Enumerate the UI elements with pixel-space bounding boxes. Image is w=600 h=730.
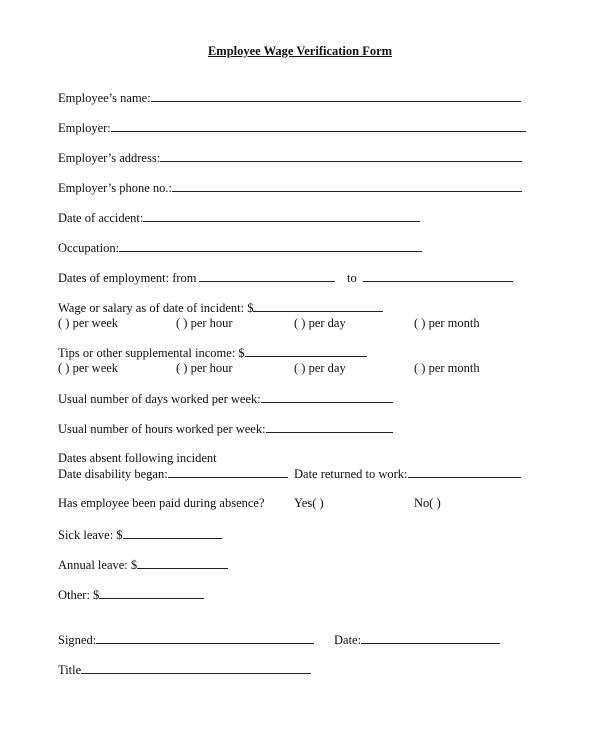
hours-worked-field[interactable] xyxy=(266,421,393,433)
wage-per-day-option[interactable]: ( ) per day xyxy=(294,316,346,330)
title-label: Title xyxy=(58,663,82,677)
occupation-row xyxy=(58,240,422,256)
wage-per-hour-option[interactable]: ( ) per hour xyxy=(176,316,233,330)
days-worked-field[interactable] xyxy=(261,391,393,403)
signed-label: Signed: xyxy=(58,633,97,647)
employee-name-label: Employee’s name: xyxy=(58,91,151,105)
days-worked-label: Usual number of days worked per week: xyxy=(58,392,261,406)
employer-address-label: Employer’s address: xyxy=(58,151,161,165)
disability-began-field[interactable] xyxy=(168,466,288,478)
date-field[interactable] xyxy=(361,632,500,644)
employee-name-field[interactable] xyxy=(151,90,521,102)
dates-absent-heading: Dates absent following incident xyxy=(58,451,217,465)
disability-began-row xyxy=(58,466,288,482)
tips-per-day-option[interactable]: ( ) per day xyxy=(294,361,346,375)
employer-phone-row xyxy=(58,180,522,196)
title-field[interactable] xyxy=(81,662,311,674)
wage-per-week-option[interactable]: ( ) per week xyxy=(58,316,119,330)
employer-row xyxy=(58,120,526,136)
title-row xyxy=(58,662,311,678)
employer-phone-label: Employer’s phone no.: xyxy=(58,181,172,195)
tips-per-hour-option[interactable]: ( ) per hour xyxy=(176,361,233,375)
sick-leave-field[interactable] xyxy=(123,527,222,539)
date-label: Date: xyxy=(334,633,362,647)
tips-row xyxy=(58,345,367,361)
employer-field[interactable] xyxy=(111,120,526,132)
annual-leave-row xyxy=(58,557,228,573)
tips-per-week-option[interactable]: ( ) per week xyxy=(58,361,119,375)
sick-leave-row xyxy=(58,527,222,543)
wage-label: Wage or salary as of date of incident: $ xyxy=(58,301,254,315)
date-group xyxy=(334,632,500,648)
dates-of-employment-label: Dates of employment: from xyxy=(58,271,197,285)
employment-to-group xyxy=(347,270,513,286)
wage-per-month-option[interactable]: ( ) per month xyxy=(414,316,480,330)
date-of-accident-field[interactable] xyxy=(143,210,420,222)
dates-of-employment-row xyxy=(58,270,335,286)
annual-leave-field[interactable] xyxy=(137,557,228,569)
occupation-field[interactable] xyxy=(119,240,422,252)
tips-per-month-option[interactable]: ( ) per month xyxy=(414,361,480,375)
hours-worked-row xyxy=(58,421,393,437)
days-worked-row xyxy=(58,391,393,407)
employer-address-field[interactable] xyxy=(160,150,522,162)
date-of-accident-label: Date of accident: xyxy=(58,211,144,225)
employee-name-row xyxy=(58,90,521,106)
employment-to-label: to xyxy=(347,271,357,285)
signed-row xyxy=(58,632,314,648)
returned-to-work-group xyxy=(294,466,521,482)
employer-label: Employer: xyxy=(58,121,111,135)
hours-worked-label: Usual number of hours worked per week: xyxy=(58,422,266,436)
employment-to-field[interactable] xyxy=(363,270,513,282)
annual-leave-label: Annual leave: $ xyxy=(58,558,138,572)
wage-row xyxy=(58,300,383,316)
employer-address-row xyxy=(58,150,522,166)
paid-yes-option[interactable]: Yes( ) xyxy=(294,496,324,510)
wage-amount-field[interactable] xyxy=(253,300,383,312)
disability-began-label: Date disability began: xyxy=(58,467,168,481)
sick-leave-label: Sick leave: $ xyxy=(58,528,123,542)
form-title: Employee Wage Verification Form xyxy=(207,44,393,58)
employment-from-field[interactable] xyxy=(199,270,335,282)
signature-field[interactable] xyxy=(96,632,314,644)
tips-label: Tips or other supplemental income: $ xyxy=(58,346,245,360)
returned-to-work-field[interactable] xyxy=(408,466,521,478)
other-field[interactable] xyxy=(99,587,204,599)
tips-amount-field[interactable] xyxy=(245,345,367,357)
employer-phone-field[interactable] xyxy=(172,180,522,192)
other-row xyxy=(58,587,204,603)
returned-to-work-label: Date returned to work: xyxy=(294,467,408,481)
paid-during-absence-label: Has employee been paid during absence? xyxy=(58,496,265,510)
other-label: Other: $ xyxy=(58,588,100,602)
paid-no-option[interactable]: No( ) xyxy=(414,496,441,510)
occupation-label: Occupation: xyxy=(58,241,120,255)
date-of-accident-row xyxy=(58,210,420,226)
